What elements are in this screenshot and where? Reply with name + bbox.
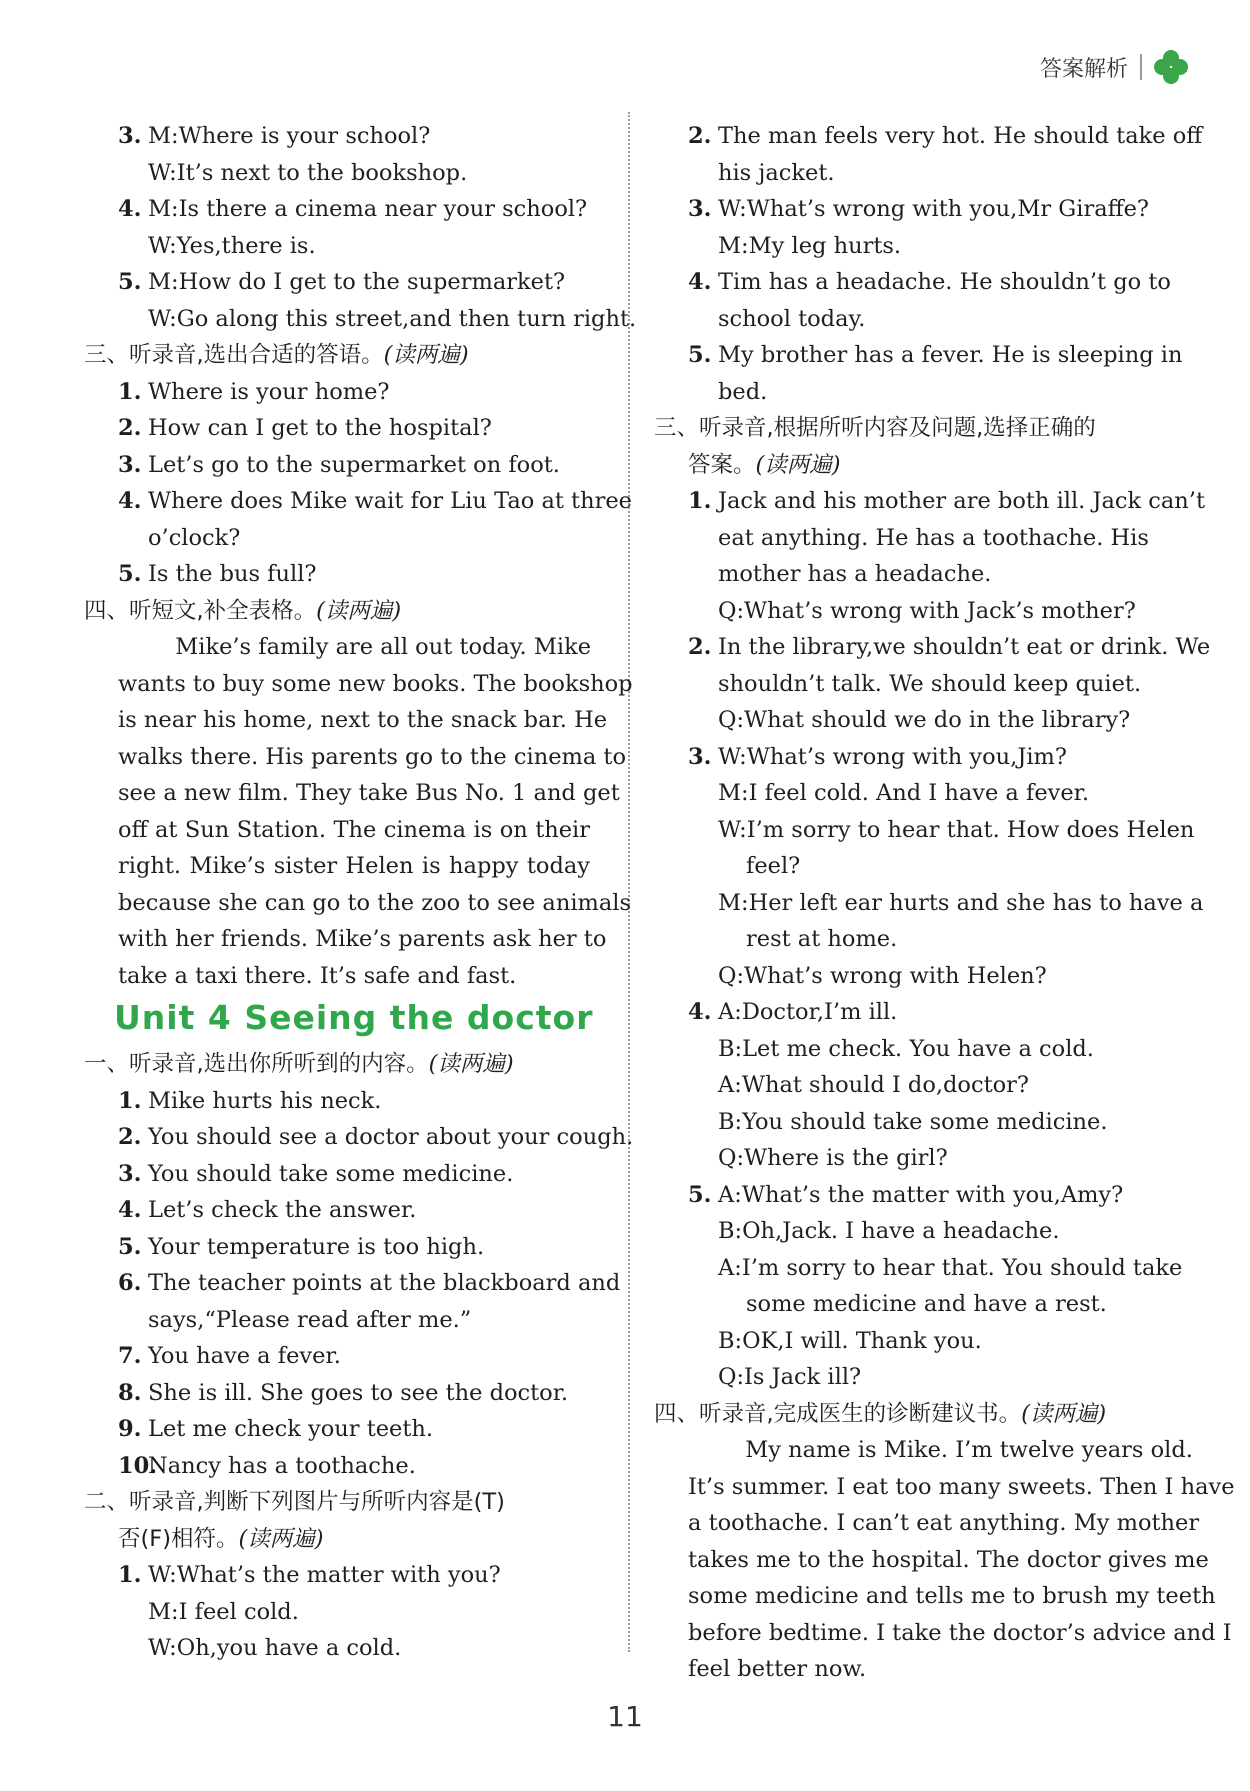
item-text: My brother has a fever. He is sleeping in xyxy=(718,342,1183,368)
clover-icon xyxy=(1154,50,1188,84)
item-number: 5. xyxy=(688,342,712,368)
question-item xyxy=(660,264,1172,301)
continuation-line: his jacket. xyxy=(718,159,835,186)
item-number: 8. xyxy=(118,1379,142,1406)
passage-line: off at Sun Station. The cinema is on their xyxy=(118,816,590,843)
question-item xyxy=(90,1411,590,1448)
continuation-line: shouldn’t talk. We should keep quiet. xyxy=(718,670,1142,697)
item-text: You should see a doctor about your cough. xyxy=(148,1124,634,1150)
question-item xyxy=(90,1375,590,1412)
item-text: Where is your home? xyxy=(148,378,390,405)
item-number: 5. xyxy=(688,1181,712,1208)
continuation-line: A:What should I do,doctor? xyxy=(718,1072,1029,1098)
item-number: 3. xyxy=(118,451,142,478)
continuation-line: feel? xyxy=(746,853,801,879)
column-divider xyxy=(628,112,630,1652)
item-number: 6. xyxy=(118,1270,142,1296)
item-number: 1. xyxy=(118,1087,142,1114)
left-column xyxy=(84,118,637,1667)
question-item xyxy=(90,118,590,155)
section-title: 四、听录音,完成医生的诊断建议书。 xyxy=(654,1400,1022,1427)
continuation-line: M:I feel cold. xyxy=(148,1598,299,1625)
question-item xyxy=(90,374,590,411)
item-text: The man feels very hot. He should take off xyxy=(718,123,1203,149)
continuation-line: W:It’s next to the bookshop. xyxy=(148,159,468,186)
continuation-line: eat anything. He has a toothache. His xyxy=(718,524,1149,551)
section-note: (读两遍) xyxy=(316,597,402,624)
question-item xyxy=(90,264,590,301)
passage-line: is near his home, next to the snack bar. He xyxy=(118,707,608,733)
item-number: 5. xyxy=(118,561,142,587)
passage-line: because she can go to the zoo to see animals xyxy=(118,889,632,916)
item-number: 3. xyxy=(118,1160,142,1187)
item-number: 2. xyxy=(118,415,142,441)
unit-title: Unit 4 Seeing the doctor xyxy=(114,998,594,1037)
section-note: (读两遍) xyxy=(383,342,469,368)
question-item xyxy=(90,1265,621,1302)
item-number: 2. xyxy=(688,634,712,660)
question-item xyxy=(90,1448,590,1485)
passage-line: with her friends. Mike’s parents ask her to xyxy=(118,926,607,952)
question-item xyxy=(660,191,1172,228)
section-note: (读两遍) xyxy=(428,1051,514,1077)
section-title: 二、听录音,判断下列图片与所听内容是(T) xyxy=(84,1489,505,1515)
item-text: You should take some medicine. xyxy=(148,1160,514,1187)
question-item xyxy=(90,556,590,593)
continuation-line: o’clock? xyxy=(148,524,241,551)
passage-line: wants to buy some new books. The bookshop xyxy=(118,670,633,697)
passage-line: walks there. His parents go to the cinema to xyxy=(118,743,626,770)
question-item xyxy=(90,1557,590,1594)
continuation-line: B:Oh,Jack. I have a headache. xyxy=(718,1218,1060,1244)
item-text: Where does Mike wait for Liu Tao at three xyxy=(148,488,632,514)
continuation-line: says,“Please read after me.” xyxy=(148,1306,472,1333)
continuation-line: bed. xyxy=(718,378,768,405)
continuation-line: rest at home. xyxy=(746,926,898,952)
question-item xyxy=(90,1119,634,1156)
section-note: (读两遍) xyxy=(238,1525,324,1552)
continuation-line: W:Yes,there is. xyxy=(148,232,316,259)
item-text: A:Doctor,I’m ill. xyxy=(718,999,898,1025)
item-text: The teacher points at the blackboard and xyxy=(148,1270,621,1296)
continuation-line: M:Her left ear hurts and she has to have a xyxy=(718,889,1204,916)
item-text: Tim has a headache. He shouldn’t go to xyxy=(718,269,1171,295)
passage-line: before bedtime. I take the doctor’s advice and I xyxy=(688,1619,1232,1646)
question-item xyxy=(90,1229,590,1266)
item-number: 10. xyxy=(118,1452,158,1479)
question-item xyxy=(90,483,632,520)
section-note: (读两遍) xyxy=(755,451,841,478)
question-item xyxy=(90,1156,590,1193)
item-text: M:Is there a cinema near your school? xyxy=(148,196,588,222)
item-number: 3. xyxy=(688,743,712,770)
continuation-line: Q:Where is the girl? xyxy=(718,1145,948,1171)
item-number: 2. xyxy=(688,123,712,149)
page-number: 11 xyxy=(607,1700,643,1733)
item-number: 1. xyxy=(118,1562,142,1588)
question-item xyxy=(90,1083,590,1120)
item-text: W:What’s wrong with you,Mr Giraffe? xyxy=(718,196,1149,222)
section-note: (读两遍) xyxy=(1021,1400,1107,1427)
section-title: 否(F)相符。 xyxy=(118,1525,239,1552)
item-text: W:What’s the matter with you? xyxy=(148,1562,501,1588)
item-text: Let’s check the answer. xyxy=(148,1197,417,1223)
question-item xyxy=(660,483,1205,520)
section-heading xyxy=(654,447,1172,484)
item-text: Nancy has a toothache. xyxy=(148,1452,416,1479)
passage-line: a toothache. I can’t eat anything. My mother xyxy=(688,1510,1200,1536)
section-title: 一、听录音,选出你所听到的内容。 xyxy=(84,1051,429,1077)
question-item xyxy=(660,994,1172,1031)
item-number: 4. xyxy=(688,269,712,295)
page-header xyxy=(1040,50,1188,84)
header-title: 答案解析 xyxy=(1039,56,1128,82)
section-title: 四、听短文,补全表格。 xyxy=(84,597,317,624)
item-text: Your temperature is too high. xyxy=(148,1233,485,1260)
section-heading xyxy=(84,1484,590,1521)
continuation-line: Q:What’s wrong with Helen? xyxy=(718,962,1047,989)
continuation-line: Q:Is Jack ill? xyxy=(718,1364,862,1390)
continuation-line: Q:What should we do in the library? xyxy=(718,707,1131,733)
item-number: 4. xyxy=(688,999,712,1025)
passage-line: some medicine and tells me to brush my teeth xyxy=(688,1583,1216,1609)
item-text: Let me check your teeth. xyxy=(148,1416,434,1442)
passage-line: take a taxi there. It’s safe and fast. xyxy=(118,962,517,989)
section-heading xyxy=(84,1521,590,1558)
section-title: 答案。 xyxy=(688,451,756,478)
question-item xyxy=(90,410,590,447)
item-number: 2. xyxy=(118,1124,142,1150)
section-heading xyxy=(84,1046,590,1083)
item-text: W:What’s wrong with you,Jim? xyxy=(718,743,1067,770)
header-separator xyxy=(1140,54,1142,80)
continuation-line: B:You should take some medicine. xyxy=(718,1108,1108,1135)
item-number: 4. xyxy=(118,1197,142,1223)
continuation-line: M:I feel cold. And I have a fever. xyxy=(718,780,1090,806)
passage-line: right. Mike’s sister Helen is happy today xyxy=(118,853,590,879)
continuation-line: W:I’m sorry to hear that. How does Helen xyxy=(718,816,1195,843)
item-text: M:Where is your school? xyxy=(148,123,431,149)
item-number: 1. xyxy=(688,488,712,514)
continuation-line: school today. xyxy=(718,305,866,332)
item-text: How can I get to the hospital? xyxy=(148,415,492,441)
passage-line: Mike’s family are all out today. Mike xyxy=(118,634,592,660)
item-text: M:How do I get to the supermarket? xyxy=(148,269,566,295)
section-title: 三、听录音,根据所听内容及问题,选择正确的 xyxy=(654,415,1096,441)
continuation-line: mother has a headache. xyxy=(718,561,992,587)
question-item xyxy=(660,118,1203,155)
passage-line: It’s summer. I eat too many sweets. Then I have xyxy=(688,1473,1235,1500)
continuation-line: W:Go along this street,and then turn right. xyxy=(148,305,637,332)
passage-line: see a new film. They take Bus No. 1 and get xyxy=(118,780,620,806)
passage-line: feel better now. xyxy=(688,1656,867,1682)
item-number: 4. xyxy=(118,488,142,514)
continuation-line: M:My leg hurts. xyxy=(718,232,902,259)
question-item xyxy=(90,1338,590,1375)
section-heading xyxy=(654,1396,1172,1433)
item-text: You have a fever. xyxy=(148,1343,341,1369)
item-number: 9. xyxy=(118,1416,142,1442)
item-text: A:What’s the matter with you,Amy? xyxy=(718,1181,1124,1208)
section-heading xyxy=(84,337,590,374)
item-text: Let’s go to the supermarket on foot. xyxy=(148,451,560,478)
item-number: 3. xyxy=(688,196,712,222)
item-number: 7. xyxy=(118,1343,142,1369)
item-number: 5. xyxy=(118,1233,142,1260)
continuation-line: some medicine and have a rest. xyxy=(746,1291,1107,1317)
question-item xyxy=(660,739,1172,776)
item-number: 3. xyxy=(118,123,142,149)
item-text: In the library,we shouldn’t eat or drink. We xyxy=(718,634,1211,660)
section-heading xyxy=(654,410,1172,447)
item-number: 4. xyxy=(118,196,142,222)
section-title: 三、听录音,选出合适的答语。 xyxy=(84,342,384,368)
question-item xyxy=(660,1177,1172,1214)
question-item xyxy=(90,191,590,228)
item-text: Is the bus full? xyxy=(148,561,317,587)
item-text: She is ill. She goes to see the doctor. xyxy=(148,1379,569,1406)
continuation-line: A:I’m sorry to hear that. You should take xyxy=(718,1254,1183,1281)
section-heading xyxy=(84,593,590,630)
question-item xyxy=(90,1192,590,1229)
question-item xyxy=(660,629,1211,666)
question-item xyxy=(90,447,590,484)
item-text: Mike hurts his neck. xyxy=(148,1087,382,1114)
item-text: Jack and his mother are both ill. Jack can’t xyxy=(718,488,1205,514)
continuation-line: B:Let me check. You have a cold. xyxy=(718,1035,1094,1062)
passage-line: takes me to the hospital. The doctor gives me xyxy=(688,1546,1209,1573)
passage-line: My name is Mike. I’m twelve years old. xyxy=(688,1437,1193,1463)
continuation-line: Q:What’s wrong with Jack’s mother? xyxy=(718,597,1136,624)
item-number: 5. xyxy=(118,269,142,295)
item-number: 1. xyxy=(118,378,142,405)
question-item xyxy=(660,337,1183,374)
right-column xyxy=(654,118,1235,1688)
continuation-line: W:Oh,you have a cold. xyxy=(148,1635,402,1661)
continuation-line: B:OK,I will. Thank you. xyxy=(718,1327,982,1354)
